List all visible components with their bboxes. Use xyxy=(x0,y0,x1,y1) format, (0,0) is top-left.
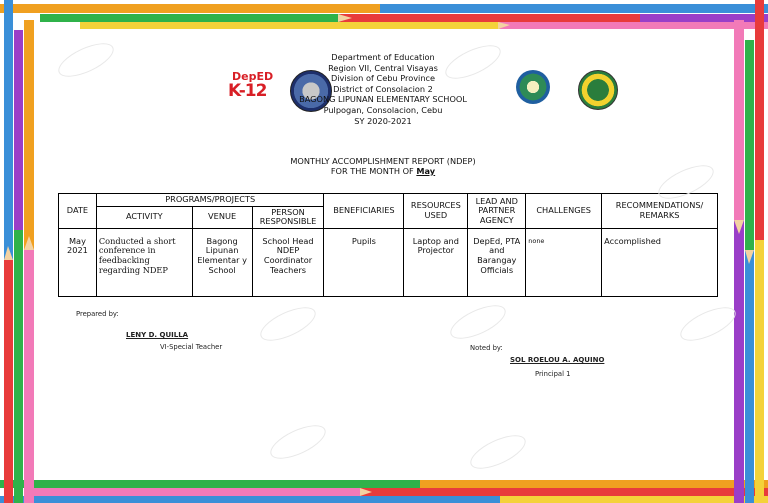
watermark-icon xyxy=(446,298,511,345)
watermark-icon xyxy=(256,300,321,347)
header-resources: RESOURCES USED xyxy=(404,194,468,229)
header-activity: ACTIVITY xyxy=(96,206,192,228)
letterhead-line: Region VII, Central Visayas xyxy=(328,62,438,73)
watermark-icon xyxy=(466,428,531,475)
table-row xyxy=(59,228,718,296)
watermark-icon xyxy=(266,418,331,465)
noted-by-name: SOL ROELOU A. AQUINO xyxy=(510,356,605,364)
letterhead-line: Division of Cebu Province xyxy=(330,73,436,84)
header-venue: VENUE xyxy=(192,206,252,228)
table-header-row xyxy=(59,194,718,207)
report-month: May xyxy=(416,166,436,176)
letterhead-line: SY 2020-2021 xyxy=(354,115,412,126)
prepared-by-label: Prepared by: xyxy=(76,310,119,318)
header-programs: PROGRAMS/PROJECTS xyxy=(96,194,324,207)
header-recommendations: RECOMMENDATIONS/ REMARKS xyxy=(602,194,718,229)
letterhead-line: Department of Education xyxy=(331,52,435,62)
cell-activity: Conducted a short conference in feedbacking regarding NDEP xyxy=(96,228,192,296)
twelve-text: -12 xyxy=(238,81,267,101)
report-month-line xyxy=(248,166,518,176)
k-letter: K xyxy=(228,81,239,101)
cell-challenges: none xyxy=(526,228,602,296)
noted-by-title: Principal 1 xyxy=(535,370,571,378)
cell-resources: Laptop and Projector xyxy=(404,228,468,296)
district-seal-icon xyxy=(578,70,618,110)
cell-date: May 2021 xyxy=(59,228,97,296)
report-title xyxy=(248,156,518,176)
deped-logo-text: DepED xyxy=(232,70,274,83)
header-beneficiaries: BENEFICIARIES xyxy=(324,194,404,229)
header-challenges: CHALLENGES xyxy=(526,194,602,229)
noted-by-label: Noted by: xyxy=(470,344,503,352)
school-seal-icon xyxy=(516,70,550,104)
header-date: DATE xyxy=(59,194,97,229)
cell-venue: Bagong Lipunan Elementar y School xyxy=(192,228,252,296)
accomplishment-table xyxy=(58,193,718,297)
document-page xyxy=(38,30,728,476)
letterhead-line: Pulpogan, Consolacion, Cebu xyxy=(323,104,443,115)
letterhead-line: BAGONG LIPUNAN ELEMENTARY SCHOOL xyxy=(299,94,467,105)
cell-beneficiaries: Pupils xyxy=(324,228,404,296)
header-partner: LEAD AND PARTNER AGENCY xyxy=(468,194,526,229)
watermark-icon xyxy=(54,36,119,83)
prepared-by-title: VI-Special Teacher xyxy=(160,343,223,351)
month-prefix: FOR THE MONTH OF xyxy=(330,166,417,176)
letterhead-line: District of Consolacion 2 xyxy=(333,83,433,94)
header-person: PERSON RESPONSIBLE xyxy=(252,206,324,228)
prepared-by-name: LENY D. QUILLA xyxy=(126,331,189,339)
cell-person: School Head NDEP Coordinator Teachers xyxy=(252,228,324,296)
cell-partner: DepEd, PTA and Barangay Officials xyxy=(468,228,526,296)
report-heading: MONTHLY ACCOMPLISHMENT REPORT (NDEP) xyxy=(290,156,476,166)
cell-recommendations: Accomplished xyxy=(602,228,718,296)
